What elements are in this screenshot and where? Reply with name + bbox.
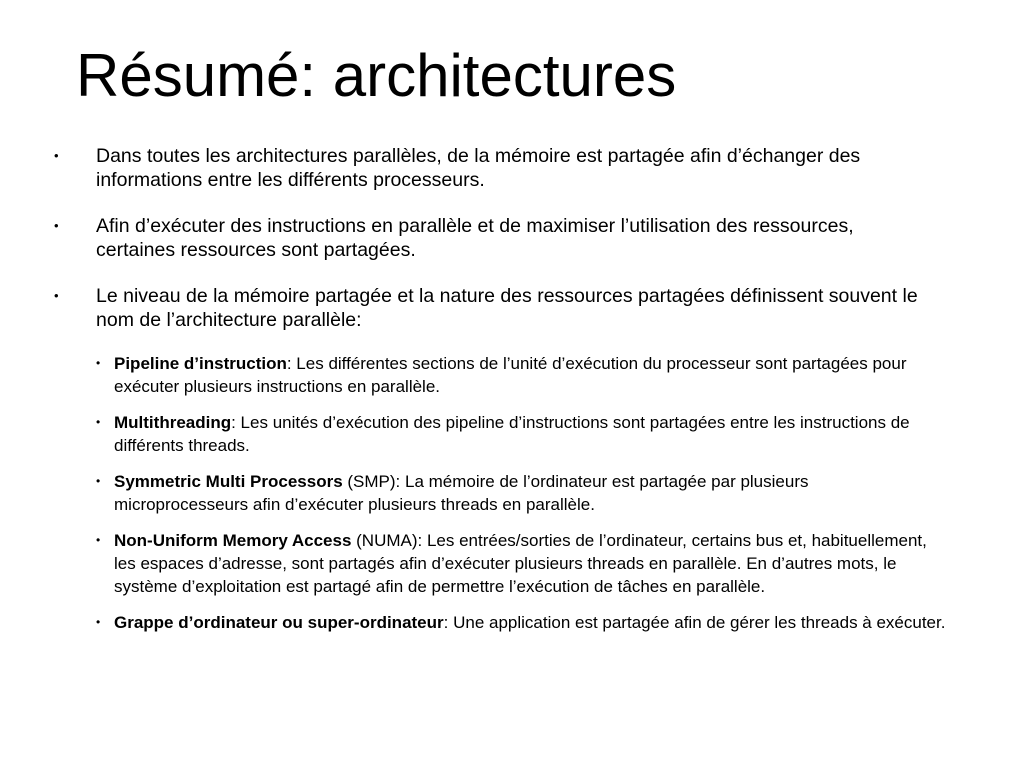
sub-bullet-item bbox=[96, 529, 946, 598]
sub-bullet-item bbox=[96, 352, 946, 398]
sub-bullet-item bbox=[96, 470, 946, 516]
bullet-item bbox=[54, 144, 934, 192]
term-label: Non-Uniform Memory Access bbox=[114, 531, 352, 550]
sub-bullet-icon: • bbox=[96, 533, 101, 547]
bullet-icon: • bbox=[54, 148, 59, 163]
term-label: Pipeline d’instruction bbox=[114, 354, 287, 373]
term-label: Grappe d’ordinateur ou super-ordinateur bbox=[114, 613, 444, 632]
sub-bullet-list bbox=[96, 352, 946, 634]
sub-bullet-icon: • bbox=[96, 356, 101, 370]
sub-bullet-item bbox=[96, 611, 946, 634]
term-description: : Les unités d’exécution des pipeline d’instructions sont partagées entre les instructions de différents threads. bbox=[114, 413, 910, 455]
sub-bullet-icon: • bbox=[96, 474, 101, 488]
bullet-item bbox=[54, 284, 946, 634]
bullet-item bbox=[54, 214, 934, 262]
bullet-text: Dans toutes les architectures parallèles, de la mémoire est partagée afin d’échanger des informations entre les différents processeurs. bbox=[96, 145, 861, 191]
bullet-text: Afin d’exécuter des instructions en parallèle et de maximiser l’utilisation des ressources, certaines ressources sont partagées. bbox=[96, 215, 854, 261]
term-label: Multithreading bbox=[114, 413, 232, 432]
term-description: : Une application est partagée afin de gérer les threads à exécuter. bbox=[443, 613, 946, 632]
term-description: (NUMA): Les entrées/sorties de l’ordinateur, certains bus et, habituellement, les espaces d’adresse, sont partagés afin d’exécuter plusieurs threads en parallèle. En d’autres mots, le système d’exploitation est partagé afin de permettre l’exécution de tâches en parallèle. bbox=[114, 531, 927, 596]
term-label: Symmetric Multi Processors bbox=[114, 472, 343, 491]
bullet-text: Le niveau de la mémoire partagée et la nature des ressources partagées définissent souvent le nom de l’architecture parallèle: bbox=[96, 285, 918, 331]
sub-bullet-icon: • bbox=[96, 615, 101, 629]
bullet-icon: • bbox=[54, 288, 59, 303]
term-description: : Les différentes sections de l’unité d’exécution du processeur sont partagées pour exécuter plusieurs instructions en parallèle. bbox=[114, 354, 907, 396]
slide-title: Résumé: architectures bbox=[76, 42, 677, 109]
bullet-list bbox=[54, 144, 946, 656]
term-description: (SMP): La mémoire de l’ordinateur est partagée par plusieurs microprocesseurs afin d’exécuter plusieurs threads en parallèle. bbox=[114, 472, 809, 514]
bullet-icon: • bbox=[54, 218, 59, 233]
sub-bullet-item bbox=[96, 411, 946, 457]
sub-bullet-icon: • bbox=[96, 415, 101, 429]
